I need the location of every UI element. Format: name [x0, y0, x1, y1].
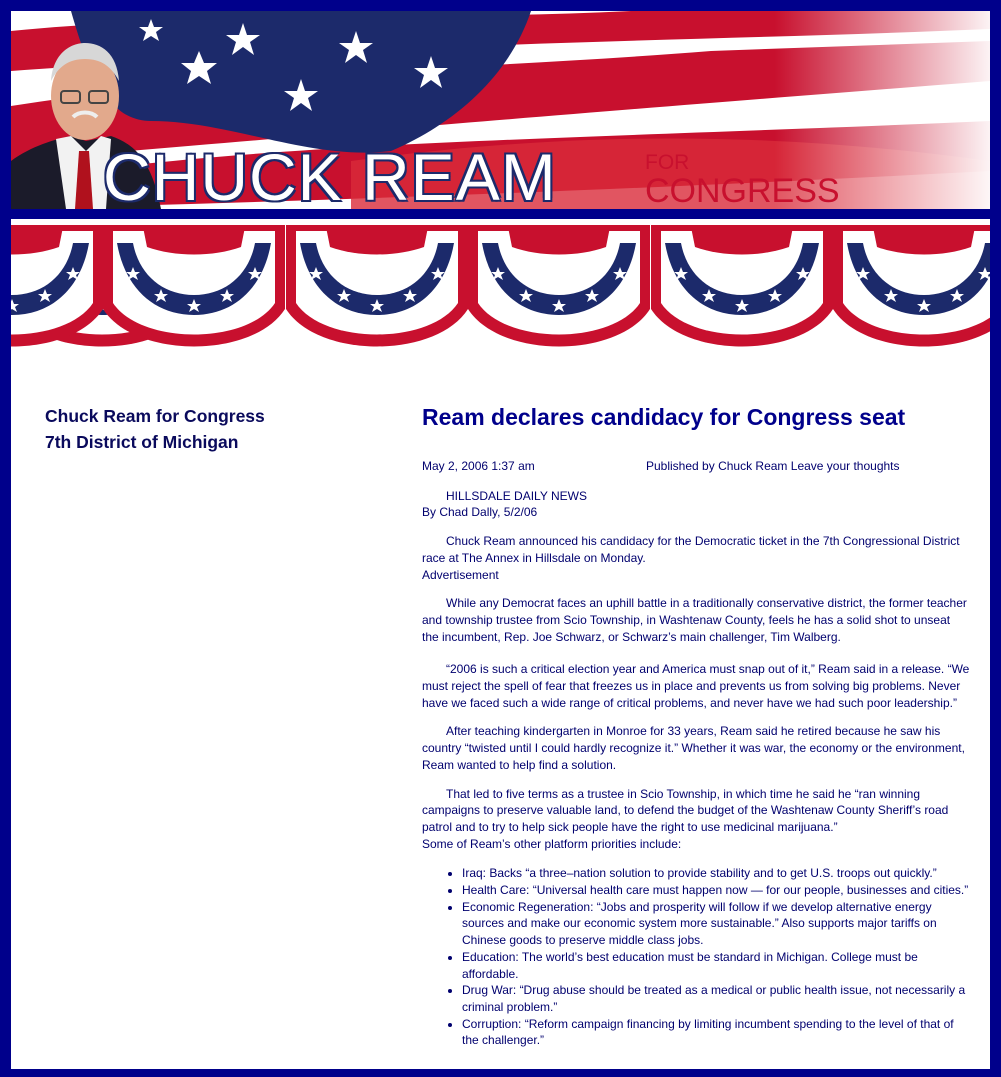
- list-item: • Iraq: Backs “a three–nation solution to provide stability and to get U.S. troops out quickly.”: [462, 865, 970, 882]
- leave-thoughts-link[interactable]: Leave your thoughts: [790, 459, 900, 473]
- list-item: • Education: The world’s best education must be standard in Michigan. College must be affordable.: [462, 949, 970, 982]
- article-source: HILLSDALE DAILY NEWS: [446, 488, 587, 503]
- platform-intro: Some of Ream’s other platform priorities include:: [422, 836, 682, 851]
- sidebar-title: Chuck Ream for Congress: [45, 406, 265, 426]
- article-paragraph: [422, 533, 970, 583]
- author-link[interactable]: Chuck Ream: [718, 459, 788, 473]
- published-by-label: Published by: [646, 459, 715, 473]
- platform-list: [422, 865, 970, 1049]
- sidebar-subtitle: 7th District of Michigan: [45, 432, 239, 452]
- sidebar: [45, 403, 375, 455]
- site-header-banner: [11, 11, 990, 209]
- paragraph-text: Chuck Ream announced his candidacy for the Democratic ticket in the 7th Congressional District race at The Annex in Hillsdale on Monday.: [422, 534, 960, 565]
- candidate-name-text: CHUCK REAM: [103, 140, 557, 209]
- article-publish-info: [646, 458, 900, 475]
- main-content: [11, 359, 990, 1069]
- for-text: FOR: [645, 151, 690, 174]
- article-paragraph: After teaching kindergarten in Monroe for 33 years, Ream said he retired because he saw his country “twisted until I could hardly recognize it.” Whether it was war, the economy or the environment, Ream wanted to help find a solution.: [422, 724, 965, 772]
- bunting-graphic: [11, 219, 990, 359]
- header-title: [103, 137, 557, 209]
- article-meta: [422, 458, 970, 475]
- article-date: May 2, 2006 1:37 am: [422, 459, 535, 473]
- article-paragraph: [422, 786, 970, 853]
- for-congress-label: [645, 153, 840, 209]
- article-paragraph: While any Democrat faces an uphill battle in a traditionally conservative district, the former teacher and township trustee from Scio Township, in Washtenaw County, feels he has a solid shot to unseat the incumbent, Rep. Joe Schwarz, or Schwarz’s main challenger, Tim Walberg.: [422, 596, 967, 644]
- list-item: • Economic Regeneration: “Jobs and prosperity will follow if we develop alternative energy sources and make our economic system more sustainable.” Also supports major tariffs on Chinese goods to preserve middle class jobs.: [462, 899, 970, 949]
- list-item: • Health Care: “Universal health care must happen now — for our people, businesses and cities.”: [462, 882, 970, 899]
- bunting-banner: [11, 219, 990, 359]
- article-source-block: [422, 488, 970, 521]
- article-title: Ream declares candidacy for Congress seat: [422, 404, 906, 430]
- article-paragraph: “2006 is such a critical election year and America must snap out of it,” Ream said in a release. “We must reject the spell of fear that freezes us in place and prevents us from solving big problems. Never have we faced such a wide range of critical problems, and never have we had such poor leadership.”: [422, 662, 970, 710]
- list-item: • Drug War: “Drug abuse should be treated as a medical or public health issue, not necessarily a criminal problem.”: [462, 982, 970, 1015]
- advertisement-label: Advertisement: [422, 567, 499, 582]
- list-item: • Corruption: “Reform campaign financing by limiting incumbent spending to the level of that of the challenger.”: [462, 1016, 970, 1049]
- paragraph-text: That led to five terms as a trustee in Scio Township, in which time he said he “ran winning campaigns to preserve valuable land, to defend the budget of the Washtenaw County Sheriff’s road patrol and to try to help sick people have the right to use medicinal marijuana.”: [422, 786, 949, 834]
- congress-text: CONGRESS: [645, 172, 840, 209]
- article: [422, 403, 970, 1049]
- article-byline: By Chad Dally, 5/2/06: [422, 505, 538, 520]
